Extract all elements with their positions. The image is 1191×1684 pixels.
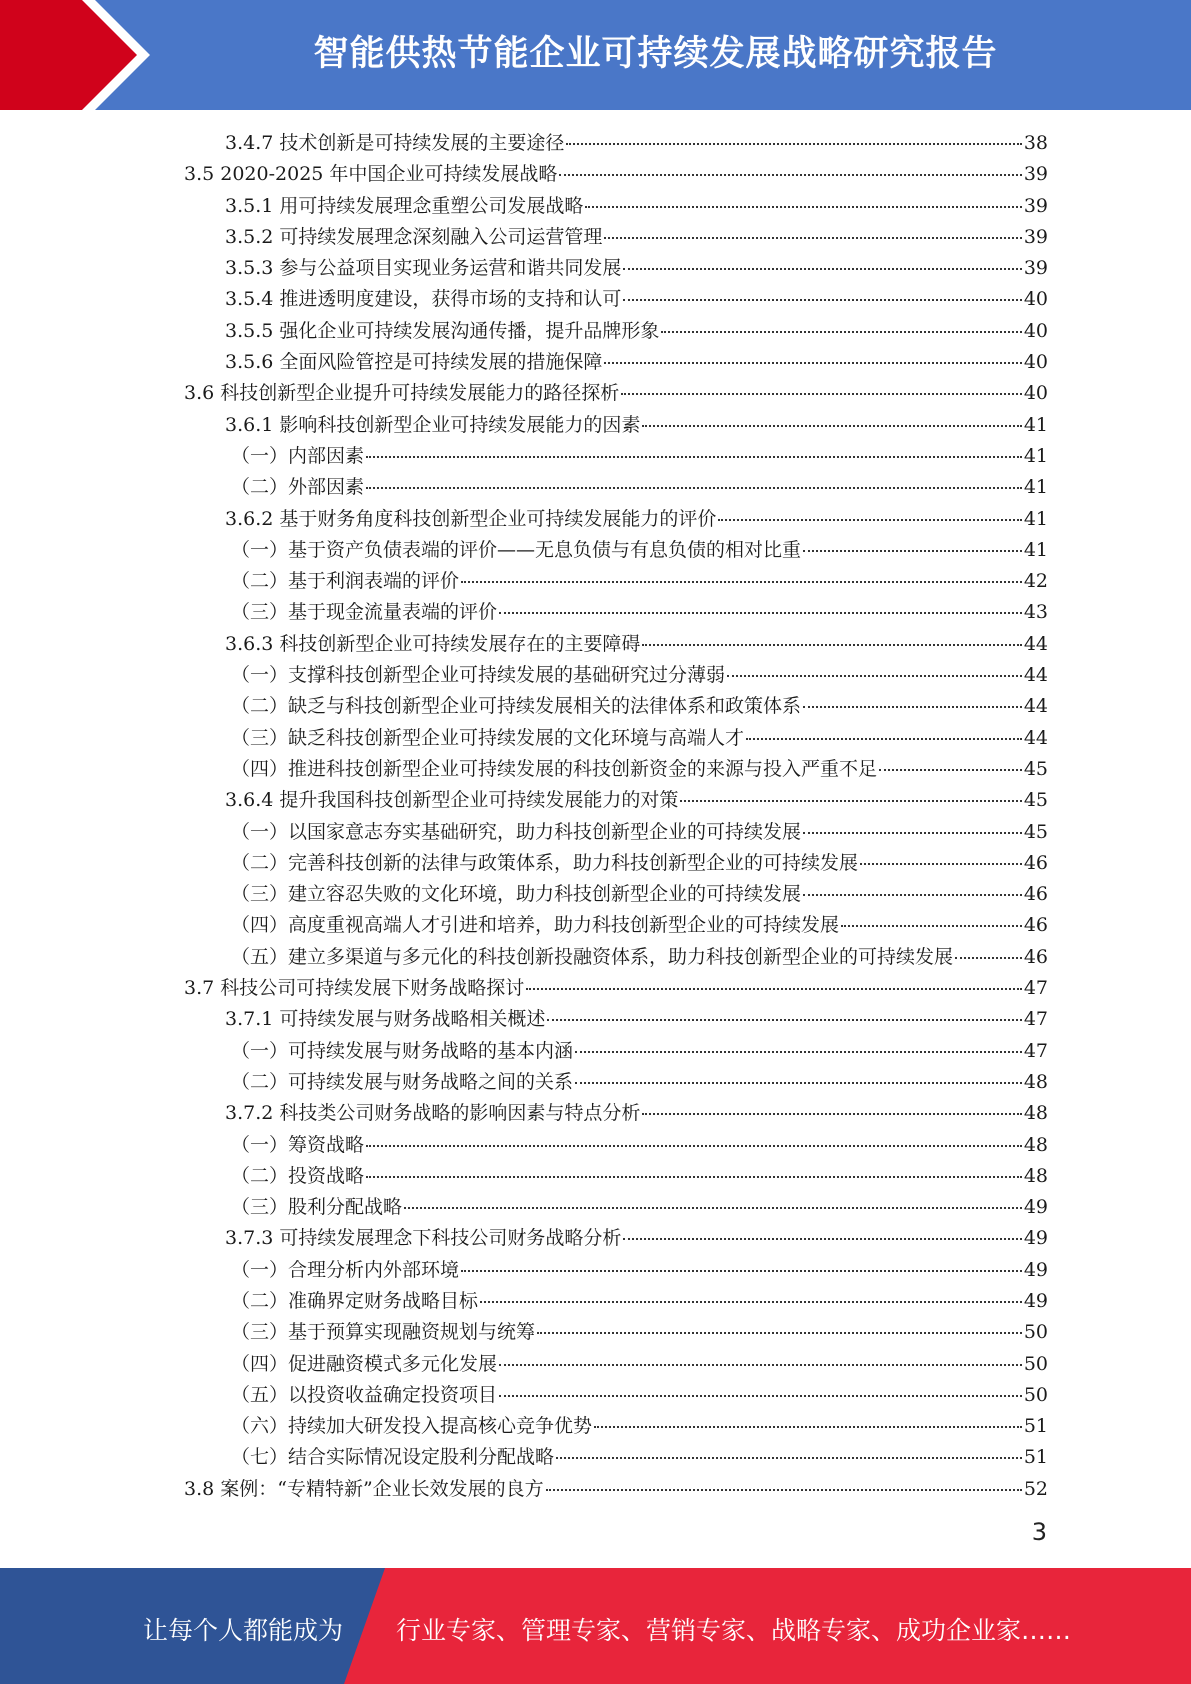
- toc-entry[interactable]: [184, 1317, 1048, 1348]
- toc-dot-leader: [499, 612, 1022, 614]
- toc-dot-leader: [604, 237, 1021, 239]
- toc-dot-leader: [803, 706, 1022, 708]
- toc-entry-page: 39: [1023, 194, 1048, 217]
- toc-entry-label: 3.6.1 影响科技创新型企业可持续发展能力的因素: [225, 413, 641, 436]
- report-title: 智能供热节能企业可持续发展战略研究报告: [313, 34, 998, 74]
- toc-dot-leader: [642, 644, 1021, 646]
- toc-entry-label: （三）基于现金流量表端的评价: [231, 601, 498, 624]
- toc-entry-page: 41: [1023, 413, 1048, 436]
- toc-dot-leader: [623, 299, 1021, 301]
- toc-entry-page: 41: [1023, 507, 1048, 530]
- toc-entry-label: （三）股利分配战略: [231, 1196, 403, 1219]
- toc-entry[interactable]: [184, 378, 1048, 409]
- toc-entry-label: 3.7.2 科技类公司财务战略的影响因素与特点分析: [225, 1102, 641, 1125]
- toc-entry-label: 3.5.1 用可持续发展理念重塑公司发展战略: [225, 194, 584, 217]
- toc-entry[interactable]: [184, 848, 1048, 879]
- toc-entry-label: （二）外部因素: [231, 476, 365, 499]
- footer-slogan-left: 让每个人都能成为: [143, 1616, 344, 1645]
- toc-entry-label: （一）支撑科技创新型企业可持续发展的基础研究过分薄弱: [231, 664, 726, 687]
- toc-dot-leader: [803, 832, 1022, 834]
- toc-entry-page: 41: [1023, 476, 1048, 499]
- toc-dot-leader: [366, 456, 1022, 458]
- toc-entry-page: 49: [1023, 1227, 1048, 1250]
- toc-entry-label: 3.6.3 科技创新型企业可持续发展存在的主要障碍: [225, 632, 641, 655]
- toc-dot-leader: [621, 393, 1022, 395]
- toc-entry[interactable]: [184, 973, 1048, 1004]
- toc-entry[interactable]: [184, 128, 1048, 159]
- toc-dot-leader: [642, 1113, 1021, 1115]
- toc-dot-leader: [841, 925, 1022, 927]
- toc-dot-leader: [575, 1051, 1022, 1053]
- toc-entry-label: （一）合理分析内外部环境: [231, 1258, 460, 1281]
- toc-entry-page: 46: [1023, 851, 1048, 874]
- toc-entry[interactable]: [184, 1130, 1048, 1161]
- toc-entry-label: 3.5.6 全面风险管控是可持续发展的措施保障: [225, 351, 603, 374]
- toc-entry-label: 3.5.5 强化企业可持续发展沟通传播，提升品牌形象: [225, 319, 660, 342]
- toc-entry-page: 40: [1023, 351, 1048, 374]
- toc-entry-label: （一）基于资产负债表端的评价——无息负债与有息负债的相对比重: [231, 538, 802, 561]
- toc-entry-page: 40: [1023, 288, 1048, 311]
- toc-entry[interactable]: [184, 1067, 1048, 1098]
- toc-entry[interactable]: [184, 660, 1048, 691]
- toc-entry[interactable]: [184, 347, 1048, 378]
- toc-dot-leader: [546, 1489, 1022, 1491]
- toc-entry-label: （五）以投资收益确定投资项目: [231, 1383, 498, 1406]
- toc-dot-leader: [642, 425, 1021, 427]
- toc-entry-page: 40: [1023, 382, 1048, 405]
- toc-entry-page: 43: [1023, 601, 1048, 624]
- page-number: 3: [1031, 1518, 1047, 1546]
- toc-entry-page: 45: [1023, 757, 1048, 780]
- toc-entry[interactable]: [184, 1411, 1048, 1442]
- toc-dot-leader: [879, 769, 1022, 771]
- toc-entry-page: 46: [1023, 883, 1048, 906]
- toc-entry-label: （一）可持续发展与财务战略的基本内涵: [231, 1039, 574, 1062]
- toc-entry[interactable]: [184, 1255, 1048, 1286]
- toc-entry[interactable]: [184, 566, 1048, 597]
- toc-entry-label: （七）结合实际情况设定股利分配战略: [231, 1446, 555, 1469]
- toc-entry-label: （一）筹资战略: [231, 1133, 365, 1156]
- toc-entry-page: 50: [1023, 1321, 1048, 1344]
- toc-entry-page: 47: [1023, 1008, 1048, 1031]
- toc-entry-page: 50: [1023, 1383, 1048, 1406]
- toc-dot-leader: [499, 1364, 1022, 1366]
- toc-dot-leader: [556, 1457, 1022, 1459]
- toc-entry-label: （一）以国家意志夯实基础研究，助力科技创新型企业的可持续发展: [231, 820, 802, 843]
- toc-entry[interactable]: [184, 691, 1048, 722]
- toc-entry-label: 3.5 2020-2025 年中国企业可持续发展战略: [184, 163, 558, 186]
- toc-entry[interactable]: [184, 1380, 1048, 1411]
- toc-entry-label: （三）缺乏科技创新型企业可持续发展的文化环境与高端人才: [231, 726, 745, 749]
- toc-entry-label: （四）推进科技创新型企业可持续发展的科技创新资金的来源与投入严重不足: [231, 757, 878, 780]
- toc-entry-label: （四）高度重视高端人才引进和培养，助力科技创新型企业的可持续发展: [231, 914, 840, 937]
- toc-entry-page: 49: [1023, 1258, 1048, 1281]
- table-of-contents: [184, 128, 1048, 1505]
- toc-entry-page: 44: [1023, 695, 1048, 718]
- toc-entry-page: 51: [1023, 1446, 1048, 1469]
- toc-entry[interactable]: [184, 1004, 1048, 1035]
- toc-entry-page: 39: [1023, 225, 1048, 248]
- toc-entry-page: 44: [1023, 726, 1048, 749]
- toc-dot-leader: [718, 519, 1021, 521]
- toc-entry[interactable]: [184, 504, 1048, 535]
- toc-entry-page: 45: [1023, 789, 1048, 812]
- toc-entry-label: 3.5.3 参与公益项目实现业务运营和谐共同发展: [225, 257, 622, 280]
- toc-entry-label: （三）建立容忍失败的文化环境，助力科技创新型企业的可持续发展: [231, 883, 802, 906]
- toc-entry-page: 48: [1023, 1133, 1048, 1156]
- toc-entry-page: 51: [1023, 1415, 1048, 1438]
- footer-slogan-right: 行业专家、管理专家、营销专家、战略专家、成功企业家……: [396, 1616, 1072, 1645]
- toc-entry[interactable]: [184, 284, 1048, 315]
- toc-entry[interactable]: [184, 1442, 1048, 1473]
- toc-entry-page: 48: [1023, 1164, 1048, 1187]
- toc-entry-page: 46: [1023, 945, 1048, 968]
- toc-entry-page: 49: [1023, 1196, 1048, 1219]
- toc-dot-leader: [526, 988, 1022, 990]
- toc-dot-leader: [559, 174, 1021, 176]
- toc-entry[interactable]: [184, 1098, 1048, 1129]
- toc-entry-label: （五）建立多渠道与多元化的科技创新投融资体系，助力科技创新型企业的可持续发展: [231, 945, 954, 968]
- toc-entry-page: 41: [1023, 444, 1048, 467]
- toc-entry-page: 50: [1023, 1352, 1048, 1375]
- toc-entry[interactable]: [184, 1349, 1048, 1380]
- toc-entry-label: （六）持续加大研发投入提高核心竞争优势: [231, 1415, 593, 1438]
- toc-entry-label: 3.7.1 可持续发展与财务战略相关概述: [225, 1008, 546, 1031]
- toc-entry[interactable]: [184, 472, 1048, 503]
- toc-entry[interactable]: [184, 723, 1048, 754]
- toc-entry[interactable]: [184, 159, 1048, 190]
- toc-entry-page: 45: [1023, 820, 1048, 843]
- toc-entry[interactable]: [184, 597, 1048, 628]
- toc-entry-label: （二）完善科技创新的法律与政策体系，助力科技创新型企业的可持续发展: [231, 851, 859, 874]
- toc-dot-leader: [366, 487, 1022, 489]
- toc-entry-label: 3.5.4 推进透明度建设，获得市场的支持和认可: [225, 288, 622, 311]
- toc-entry-page: 52: [1023, 1477, 1048, 1500]
- toc-entry[interactable]: [184, 1286, 1048, 1317]
- toc-entry[interactable]: [184, 1161, 1048, 1192]
- toc-dot-leader: [366, 1176, 1022, 1178]
- toc-dot-leader: [480, 1301, 1022, 1303]
- toc-dot-leader: [955, 957, 1022, 959]
- page-footer: [0, 1568, 1191, 1684]
- toc-entry[interactable]: [184, 817, 1048, 848]
- toc-entry[interactable]: [184, 1223, 1048, 1254]
- toc-entry-label: 3.7.3 可持续发展理念下科技公司财务战略分析: [225, 1227, 622, 1250]
- toc-dot-leader: [499, 1395, 1022, 1397]
- toc-entry-page: 40: [1023, 319, 1048, 342]
- toc-entry[interactable]: [184, 535, 1048, 566]
- toc-entry-page: 46: [1023, 914, 1048, 937]
- toc-dot-leader: [727, 675, 1022, 677]
- toc-entry[interactable]: [184, 1192, 1048, 1223]
- toc-entry-page: 39: [1023, 163, 1048, 186]
- toc-entry-page: 44: [1023, 664, 1048, 687]
- toc-entry[interactable]: [184, 253, 1048, 284]
- toc-entry[interactable]: [184, 191, 1048, 222]
- toc-dot-leader: [860, 863, 1022, 865]
- toc-entry[interactable]: [184, 785, 1048, 816]
- toc-entry-page: 44: [1023, 632, 1048, 655]
- toc-entry-page: 39: [1023, 257, 1048, 280]
- toc-entry[interactable]: [184, 410, 1048, 441]
- toc-entry-label: 3.8 案例：“专精特新”企业长效发展的良方: [184, 1477, 544, 1500]
- toc-dot-leader: [461, 581, 1022, 583]
- toc-entry[interactable]: [184, 910, 1048, 941]
- toc-entry-label: 3.6 科技创新型企业提升可持续发展能力的路径探析: [184, 382, 620, 405]
- toc-entry-label: 3.6.2 基于财务角度科技创新型企业可持续发展能力的评价: [225, 507, 717, 530]
- toc-dot-leader: [575, 1082, 1022, 1084]
- toc-entry-label: （四）促进融资模式多元化发展: [231, 1352, 498, 1375]
- toc-entry[interactable]: [184, 222, 1048, 253]
- toc-entry-page: 48: [1023, 1102, 1048, 1125]
- toc-entry-page: 38: [1023, 132, 1048, 154]
- toc-entry[interactable]: [184, 441, 1048, 472]
- toc-entry-label: （二）缺乏与科技创新型企业可持续发展相关的法律体系和政策体系: [231, 695, 802, 718]
- toc-entry[interactable]: [184, 879, 1048, 910]
- toc-entry[interactable]: [184, 629, 1048, 660]
- toc-dot-leader: [566, 143, 1021, 145]
- toc-entry-label: （一）内部因素: [231, 444, 365, 467]
- toc-entry[interactable]: [184, 942, 1048, 973]
- toc-dot-leader: [604, 362, 1021, 364]
- toc-entry[interactable]: [184, 1474, 1048, 1505]
- toc-dot-leader: [547, 1019, 1021, 1021]
- toc-entry[interactable]: [184, 754, 1048, 785]
- toc-entry-label: （二）投资战略: [231, 1164, 365, 1187]
- toc-dot-leader: [803, 894, 1022, 896]
- toc-entry-label: （三）基于预算实现融资规划与统筹: [231, 1321, 536, 1344]
- toc-entry-label: 3.6.4 提升我国科技创新型企业可持续发展能力的对策: [225, 789, 679, 812]
- toc-dot-leader: [366, 1145, 1022, 1147]
- toc-dot-leader: [585, 206, 1021, 208]
- toc-entry-page: 48: [1023, 1070, 1048, 1093]
- toc-entry-page: 42: [1023, 570, 1048, 593]
- toc-entry-page: 49: [1023, 1289, 1048, 1312]
- toc-entry[interactable]: [184, 316, 1048, 347]
- toc-entry-label: 3.7 科技公司可持续发展下财务战略探讨: [184, 977, 525, 1000]
- toc-dot-leader: [594, 1426, 1022, 1428]
- toc-dot-leader: [661, 331, 1021, 333]
- page-header: [0, 0, 1191, 110]
- toc-dot-leader: [623, 1238, 1021, 1240]
- toc-dot-leader: [404, 1207, 1022, 1209]
- toc-entry-label: （二）基于利润表端的评价: [231, 570, 460, 593]
- toc-dot-leader: [537, 1332, 1022, 1334]
- toc-dot-leader: [680, 800, 1021, 802]
- toc-entry-page: 41: [1023, 538, 1048, 561]
- toc-entry-label: （二）准确界定财务战略目标: [231, 1289, 479, 1312]
- toc-entry-label: 3.4.7 技术创新是可持续发展的主要途径: [225, 132, 565, 154]
- toc-dot-leader: [623, 268, 1021, 270]
- toc-entry-page: 47: [1023, 977, 1048, 1000]
- toc-dot-leader: [803, 550, 1022, 552]
- toc-entry-label: 3.5.2 可持续发展理念深刻融入公司运营管理: [225, 225, 603, 248]
- toc-entry[interactable]: [184, 1036, 1048, 1067]
- toc-dot-leader: [461, 1270, 1022, 1272]
- toc-entry-label: （二）可持续发展与财务战略之间的关系: [231, 1070, 574, 1093]
- toc-dot-leader: [746, 738, 1022, 740]
- toc-entry-page: 47: [1023, 1039, 1048, 1062]
